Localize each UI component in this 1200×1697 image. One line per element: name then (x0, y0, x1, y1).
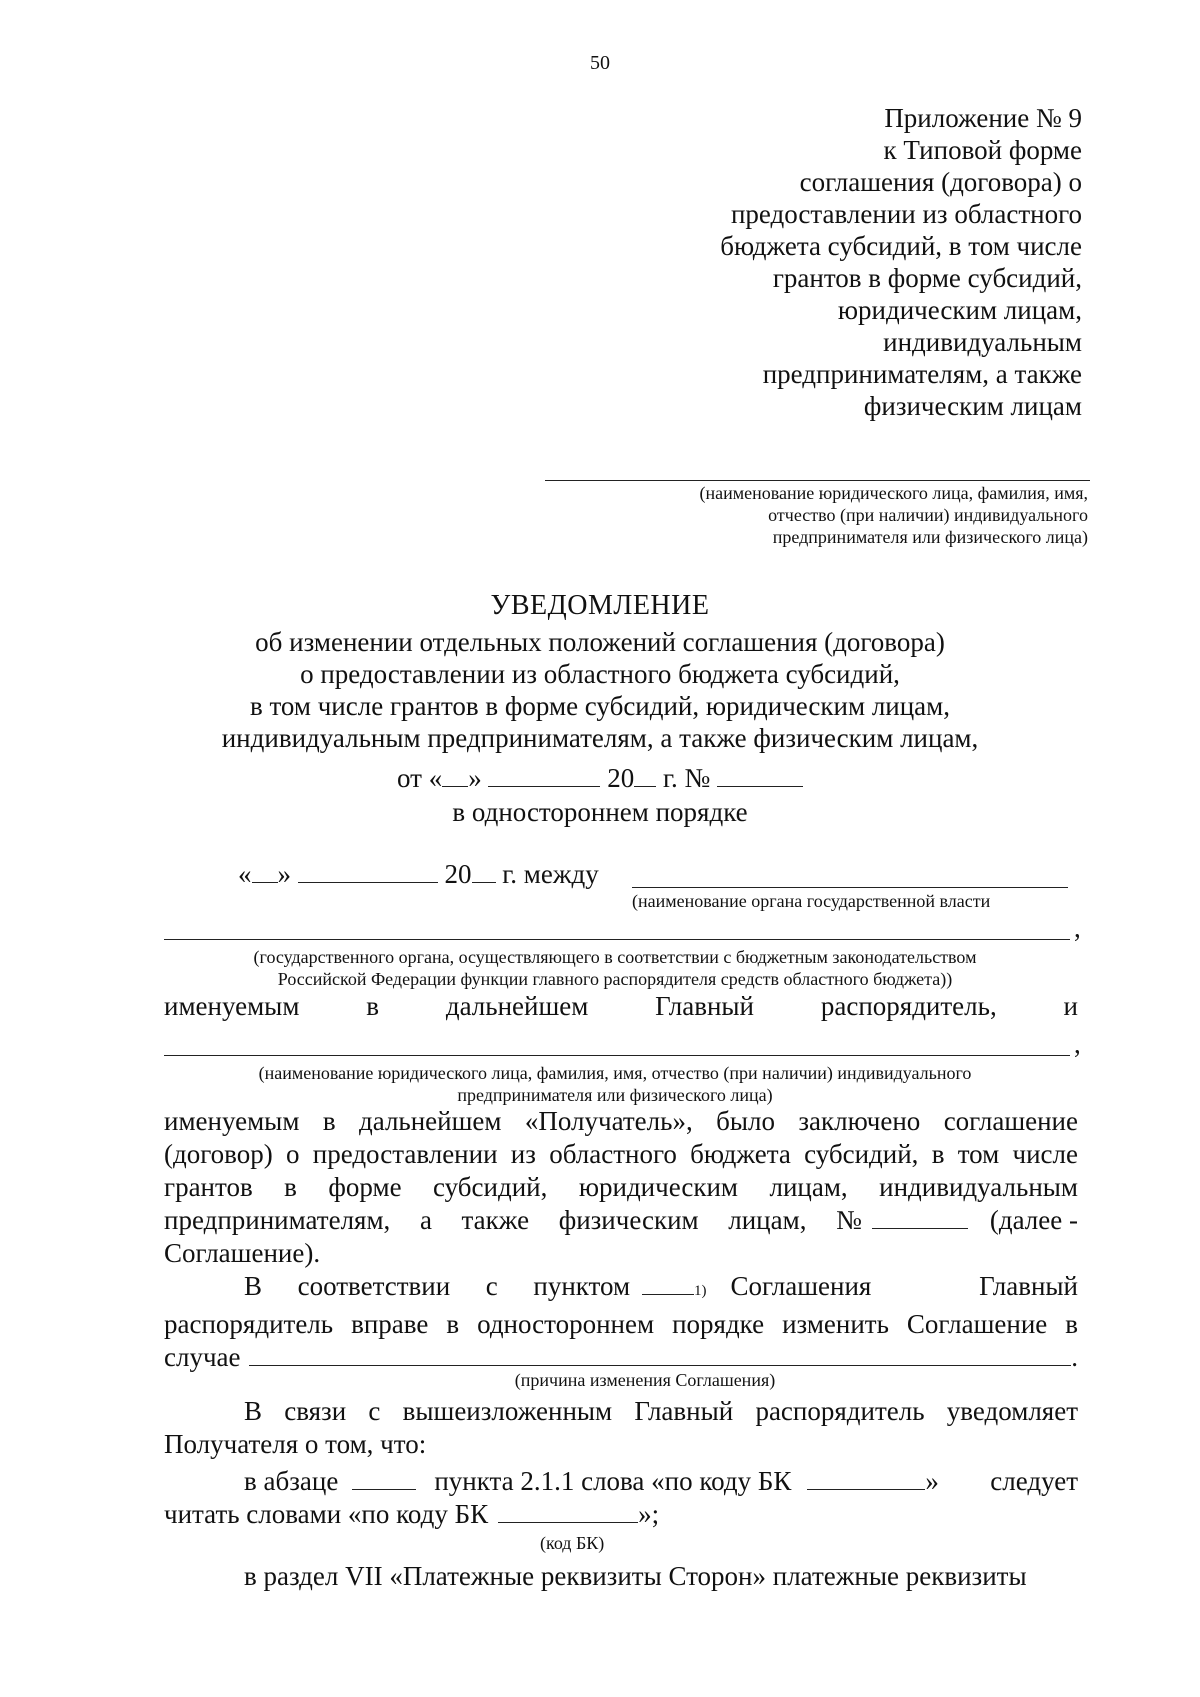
agreement-number-blank (872, 1206, 968, 1229)
appendix-line: грантов в форме субсидий, (772, 263, 1082, 293)
paragraph-requisites: в раздел VII «Платежные реквизиты Сторон» платежные реквизиты (244, 1561, 1027, 1591)
page-number: 50 (590, 52, 610, 74)
date-line: от « » 20 г. № (0, 762, 1200, 795)
caption-line: отчество (при наличии) индивидуального (768, 505, 1088, 525)
organ-blank-line (632, 887, 1068, 888)
month-blank (488, 764, 600, 787)
document-title: УВЕДОМЛЕНИЕ (490, 590, 710, 621)
day-blank (252, 860, 278, 883)
caption-line: Российской Федерации функции главного распорядителя средств областного бюджета)) (277, 969, 953, 989)
appendix-line: бюджета субсидий, в том числе (720, 231, 1082, 261)
appendix-line: к Типовой форме (883, 135, 1082, 165)
para-line: именуемым в дальнейшем «Получатель», было заключено соглашение (164, 1106, 1078, 1136)
entity-caption (160, 1062, 1070, 1106)
appendix-line: предпринимателям, а также (762, 359, 1082, 389)
month-blank (298, 860, 438, 883)
old-kbk-blank (807, 1467, 925, 1490)
entity-blank-line (164, 1055, 1070, 1056)
recipient-blank-line (545, 480, 1090, 481)
named-main-line: именуемым в дальнейшем Главный распорядитель, и (164, 991, 1078, 1021)
paragraph-kbk (164, 1465, 1078, 1531)
caption-line: предпринимателя или физического лица) (772, 527, 1088, 547)
para-line: распорядитель вправе в одностороннем порядке изменить Соглашение в (164, 1309, 1078, 1339)
caption-line: (государственного органа, осуществляющего в соответствии с бюджетным законодательством (253, 947, 977, 967)
between-line: « » 20 г. между (238, 859, 599, 889)
appendix-header (720, 102, 1082, 422)
appendix-line: индивидуальным (883, 327, 1082, 357)
organ-blank-line-2 (164, 939, 1070, 940)
number-blank (717, 764, 803, 787)
kbk-caption: (код БК) (540, 1533, 605, 1553)
clause-blank (642, 1272, 694, 1295)
appendix-line: юридическим лицам, (837, 295, 1082, 325)
para-line: (договор) о предоставлении из областного бюджета субсидий, в том числе (164, 1139, 1078, 1169)
appendix-line: физическим лицам (863, 391, 1082, 421)
paragraph-agreement (164, 1105, 1078, 1270)
recipient-caption (700, 482, 1089, 548)
para-line: В соответствии с пунктом $_{1)}$ Соглашения Главный (164, 1270, 1078, 1308)
paragraph-clause (164, 1270, 1078, 1374)
appendix-line: Приложение № 9 (884, 103, 1082, 133)
paragraph-blank (352, 1467, 416, 1490)
paragraph-notice (164, 1395, 1078, 1461)
year-blank (634, 764, 656, 787)
reason-blank (249, 1343, 1072, 1366)
para-line: читать словами «по коду БК »; (164, 1499, 660, 1529)
day-blank (442, 764, 468, 787)
para-line: В связи с вышеизложенным Главный распорядитель уведомляет (244, 1396, 1078, 1426)
state-caption (160, 946, 1070, 990)
para-line: грантов в форме субсидий, юридическим лицам, индивидуальным (164, 1172, 1078, 1202)
caption-line: (наименование юридического лица, фамилия, имя, отчество (при наличии) индивидуального (258, 1063, 972, 1083)
para-line: случае . (164, 1342, 1078, 1372)
reason-caption: (причина изменения Соглашения) (514, 1370, 776, 1390)
caption-line: (наименование юридического лица, фамилия, имя, (699, 483, 1088, 503)
subtitle-line: индивидуальным предпринимателям, а также физическим лицам, (221, 723, 979, 753)
para-line: в абзаце пункта 2.1.1 слова «по коду БК » следует (244, 1466, 1078, 1496)
appendix-line: соглашения (договора) о (799, 167, 1082, 197)
para-line: предпринимателям, а также физическим лицам, № (далее - (164, 1205, 1078, 1235)
unilateral-line: в одностороннем порядке (452, 797, 748, 827)
year-blank (472, 860, 496, 883)
para-line: Получателя о том, что: (164, 1429, 427, 1459)
caption-line: предпринимателя или физического лица) (457, 1085, 773, 1105)
document-subtitle (0, 626, 1200, 754)
para-line: Соглашение). (164, 1238, 321, 1268)
subtitle-line: о предоставлении из областного бюджета субсидий, (300, 659, 900, 689)
subtitle-line: об изменении отдельных положений соглашения (договора) (255, 627, 945, 657)
appendix-line: предоставлении из областного (730, 199, 1082, 229)
comma: , (1074, 913, 1081, 943)
comma: , (1074, 1029, 1081, 1059)
organ-caption: (наименование органа государственной власти (632, 891, 991, 911)
new-kbk-blank (498, 1500, 638, 1523)
subtitle-line: в том числе грантов в форме субсидий, юридическим лицам, (249, 691, 951, 721)
footnote-mark: 1) (694, 1283, 707, 1299)
